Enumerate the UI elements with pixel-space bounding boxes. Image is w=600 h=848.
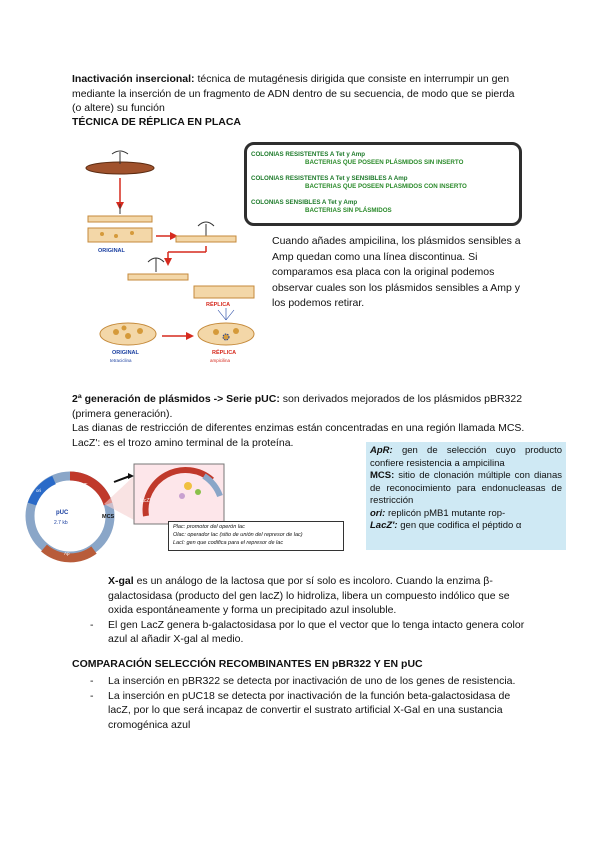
label-puc: pUC [56,510,69,516]
colonies-row-title: COLONIAS RESISTENTES A Tet y SENSIBLES A Amp [251,175,408,182]
colonies-row-title: COLONIAS RESISTENTES A Tet y Amp [251,151,366,158]
label-size: 2.7 kb [54,520,68,526]
ampicillin-paragraph: Cuando añades ampicilina, los plásmidos sensibles a Amp quedan como una línea discontinua. Si comparamos esa placa con la original podemos observar cuales son los plásmidos sensibles a Amp y los podemos retirar. [272,235,521,309]
element-desc: sitio de clonación múltiple con dianas de reconocimiento para endonucleasas de restricción [370,470,562,506]
list-dash: - [90,675,94,687]
xgal-paragraph [72,574,532,618]
label-original-bottom: ORIGINAL [112,350,139,356]
label-original: ORIGINAL [98,248,125,254]
list-dash: - [90,618,94,631]
plate-transfer [176,222,236,242]
element-term: MCS: [370,470,395,481]
element-desc: replicón pMB1 mutante rop- [385,507,506,519]
stamp-original [86,151,154,174]
comparacion-heading: COMPARACIÓN SELECCIÓN RECOMBINANTES EN pBR322 Y EN pUC [72,658,423,670]
puc-mcs-detail [134,464,224,524]
label-replica: RÉPLICA [206,302,231,308]
xgal-item: El gen LacZ genera b-galactosidasa por lo que el vector que lo tenga intacto genera color azul al añadir X-gal al medio. [108,618,525,645]
plate-replica [128,258,254,298]
plate-replica-bottom [198,308,254,345]
label-ap: Ap [64,551,70,556]
puc-generation-term: 2ª generación de plásmidos -> Serie pUC: [72,393,280,405]
lac-legend-line: LacI: gen que codifica para el represor de lac [173,540,284,546]
plate-original [88,204,152,242]
intro-text: técnica de mutagénesis dirigida que consiste en interrumpir un gen mediante la inserción de un fragmento de ADN dentro de su secuencia, de modo que se pierda (o altere) su función [72,73,515,114]
list-dash: - [90,689,94,702]
label-lacz: lacZ' [140,498,151,504]
intro-paragraph [72,72,520,116]
puc-elements-box [366,442,566,550]
colonies-row-sub: BACTERIAS QUE POSEEN PLASMIDOS CON INSERTO [305,183,467,190]
comparacion-item: La inserción en pBR322 se detecta por inactivación de uno de los genes de resistencia. [108,675,516,687]
element-definition [366,442,566,470]
lac-legend-line: Plac: promotor del operón lac [173,524,245,530]
xgal-term: X-gal [108,575,134,587]
element-definition [366,470,566,508]
colonies-row [251,151,463,167]
label-lacz-small: lacZ' [78,482,88,487]
comparacion-item: La inserción en pUC18 se detecta por inactivación de la función beta-galactosidasa de lacZ, por lo que será incapaz de convertir el sustrato artificial X-Gal en una sustancia cromogénica azul [108,689,511,731]
lac-legend-line: Olac: operador lac (sitio de unión del represor de lac) [173,532,303,538]
list-item [72,674,532,689]
label-replica-bottom-sub: ampicilina [210,358,231,363]
comparacion-list [72,674,532,732]
puc-plasmid-map [30,476,115,558]
colonies-row-title: COLONIAS SENSIBLES A Tet y Amp [251,199,358,206]
puc-generation-text2: Las dianas de restricción de diferentes enzimas están concentradas en una región llamada MCS. LacZ': es el trozo amino terminal de la proteína. [72,422,525,449]
element-term: LacZ': [370,520,398,531]
element-definition [366,508,566,521]
element-desc: gen que codifica el péptido α [397,520,522,531]
puc-generation-text1: son derivados mejorados de los plásmidos pBR322 (primera generación). [72,393,523,420]
element-desc: gen de selección cuyo producto confiere resistencia a ampicilina [370,445,562,469]
list-item [72,618,532,647]
tecnica-heading: TÉCNICA DE RÉPLICA EN PLACA [72,116,241,128]
element-definition [366,520,566,533]
colonies-row [251,175,467,191]
list-item [72,689,532,733]
label-replica-bottom: RÉPLICA [212,350,237,356]
lac-operon-legend [168,521,344,551]
puc-plasmid-figure [14,456,352,574]
colonies-row [251,199,392,215]
plate-original-bottom [100,323,156,345]
colonies-row-sub: BACTERIAS QUE POSEEN PLÁSMIDOS SIN INSERTO [305,159,464,166]
label-ori: ori [36,488,42,493]
intro-term: Inactivación insercional: [72,73,195,85]
element-term: ori: [370,507,386,519]
colonies-legend-box [244,142,522,226]
colonies-row-sub: BACTERIAS SIN PLÁSMIDOS [305,207,392,214]
element-term: ApR: [370,445,393,456]
label-mcs: MCS [102,514,115,520]
label-original-bottom-sub: tetraciclina [110,358,132,363]
xgal-text: es un análogo de la lactosa que por sí solo es incoloro. Cuando la enzima β-galactosidasa (producto del gen lacZ) lo hidroliza, libera un compuesto indólico que se oxida espontáneamente y forma un precipitado azul insoluble. [108,575,510,616]
xgal-section [72,574,532,647]
